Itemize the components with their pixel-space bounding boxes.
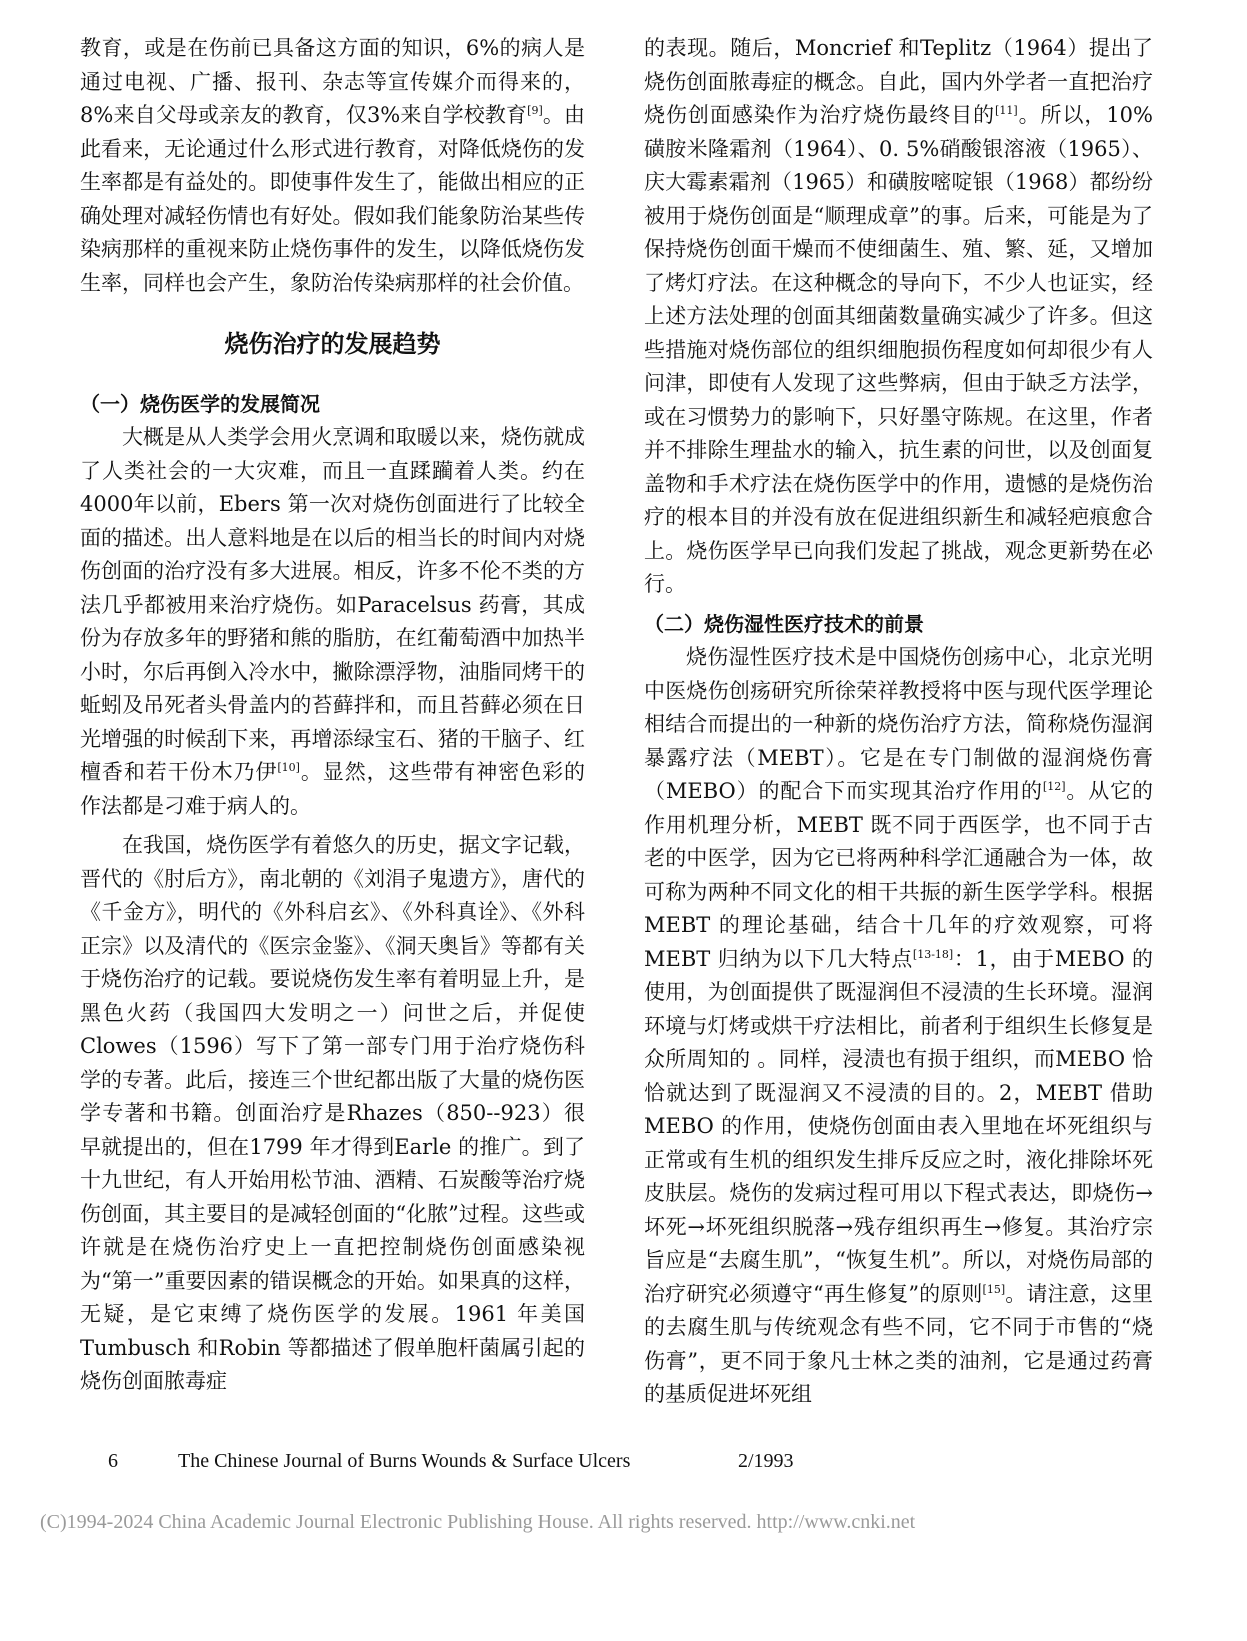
subsection-heading: （二）烧伤湿性医疗技术的前景 <box>644 611 924 636</box>
paragraph: 烧伤湿性医疗技术是中国烧伤创疡中心，北京光明中医烧伤创疡研究所徐荣祥教授将中医与现代医学理论相结合而提出的一种新的烧伤治疗方法，简称烧伤湿润暴露疗法（MEBT）。它是在专门制做的湿润烧伤膏（MEBO）的配合下而实现其治疗作用的[12]。从它的作用机理分析，MEBT 既不同于西医学，也不同于古老的中医学，因为它已将两种科学汇通融合为一体，故可称为两种不同文化的相干共振的新生医学学科。根据MEBT 的理论基础，结合十几年的疗效观察，可将MEBT 归纳为以下几大特点[13-18]：1，由于MEBO 的使用，为创面提供了既湿润但不浸渍的生长环境。湿润环境与灯烤或烘干疗法相比，前者利于组织生长修复是众所周知的 。同样，浸渍也有损于组织，而MEBO 恰恰就达到了既湿润又不浸渍的目的。2，MEBT 借助MEBO 的作用，使烧伤创面由表入里地在坏死组织与正常或有生机的组织发生排斥反应之时，液化排除坏死皮肤层。烧伤的发病过程可用以下程式表达，即烧伤→坏死→坏死组织脱落→残存组织再生→修复。其治疗宗旨应是“去腐生肌”，“恢复生机”。所以，对烧伤局部的治疗研究必须遵守“再生修复”的原则[15]。请注意，这里的去腐生肌与传统观念有些不同，它不同于市售的“烧伤膏”，更不同于象凡士林之类的油剂，它是通过药膏的基质促进坏死组 <box>644 645 1154 1406</box>
paragraph: 大概是从人类学会用火烹调和取暖以来，烧伤就成了人类社会的一大灾难，而且一直蹂躏着人类。约在4000年以前，Ebers 第一次对烧伤创面进行了比较全面的描述。出人意料地是在以后的相当长的时间内对烧伤创面的治疗没有多大进展。相反，许多不伦不类的方法几乎都被用来治疗烧伤。如Paracelsus 药膏，其成份为存放多年的野猪和熊的脂肪，在红葡萄酒中加热半小时，尔后再倒入冷水中，撇除漂浮物，油脂同烤干的蚯蚓及吊死者头骨盖内的苔藓拌和，而且苔藓必须在日光增强的时候刮下来，再增添绿宝石、猪的干脑子、红檀香和若干份木乃伊[10]。显然，这些带有神密色彩的作法都是刁难于病人的。 <box>80 425 586 818</box>
right-column <box>644 32 1153 1412</box>
section-title: 烧伤治疗的发展趋势 <box>224 330 441 358</box>
journal-name: The Chinese Journal of Burns Wounds & Surface Ulcers <box>178 1450 631 1472</box>
subsection-heading: （一）烧伤医学的发展简况 <box>80 391 320 416</box>
paragraph: 在我国，烧伤医学有着悠久的历史，据文字记载，晋代的《肘后方》，南北朝的《刘涓子鬼遗方》，唐代的《千金方》，明代的《外科启玄》、《外科真诠》、《外科正宗》以及清代的《医宗金鉴》、《洞天奥旨》等都有关于烧伤治疗的记载。要说烧伤发生率有着明显上升，是黑色火药（我国四大发明之一）问世之后，并促使Clowes（1596）写下了第一部专门用于治疗烧伤科学的专著。此后，接连三个世纪都出版了大量的烧伤医学专著和书籍。创面治疗是Rhazes（850--923）很早就提出的，但在1799 年才得到Earle 的推广。到了十九世纪，有人开始用松节油、酒精、石炭酸等治疗烧伤创面，其主要目的是减轻创面的“化脓”过程。这些或许就是在烧伤治疗史上一直把控制烧伤创面感染视为“第一”重要因素的错误概念的开始。如果真的这样，无疑，是它束缚了烧伤医学的发展。1961 年美国Tumbusch 和Robin 等都描述了假单胞杆菌属引起的烧伤创面脓毒症 <box>80 833 585 1393</box>
copyright-notice: (C)1994-2024 China Academic Journal Electronic Publishing House. All rights reserved. http://www.cnki.net <box>40 1511 916 1533</box>
page-footer <box>108 1450 848 1473</box>
citation: [13-18] <box>912 947 954 961</box>
issue-number: 2/1993 <box>738 1450 794 1472</box>
citation: [12] <box>1042 780 1066 793</box>
page-number: 6 <box>108 1450 118 1472</box>
paragraph: 的表现。随后，Moncrief 和Teplitz（1964）提出了烧伤创面脓毒症的概念。自此，国内外学者一直把治疗烧伤创面感染作为治疗烧伤最终目的[11]。所以，10%磺胺米隆霜剂（1964）、0. 5%硝酸银溶液（1965）、庆大霉素霜剂（1965）和磺胺嘧啶银（1968）都纷纷被用于烧伤创面是“顺理成章”的事。后来，可能是为了保持烧伤创面干燥而不使细菌生、殖、繁、延，又增加了烤灯疗法。在这种概念的导向下，不少人也证实，经上述方法处理的创面其细菌数量确实减少了许多。但这些措施对烧伤部位的组织细胞损伤程度如何却很少有人问津，即使有人发现了这些弊病，但由于缺乏方法学，或在习惯势力的影响下，只好墨守陈规。在这里，作者并不排除生理盐水的输入，抗生素的问世，以及创面复盖物和手术疗法在烧伤医学中的作用，遗憾的是烧伤治疗的根本目的并没有放在促进组织新生和减轻疤痕愈合上。烧伤医学早已向我们发起了挑战，观念更新势在必行。 <box>644 36 1153 596</box>
citation: [10] <box>277 761 300 774</box>
left-column <box>80 32 585 1399</box>
citation: [9] <box>527 104 543 117</box>
citation: [11] <box>995 104 1018 117</box>
paragraph: 教育，或是在伤前已具备这方面的知识，6%的病人是通过电视、广播、报刊、杂志等宣传媒介而得来的，8%来自父母或亲友的教育，仅3%来自学校教育[9]。由此看来，无论通过什么形式进行教育，对降低烧伤的发生率都是有益处的。即使事件发生了，能做出相应的正确处理对减轻伤情也有好处。假如我们能象防治某些传染病那样的重视来防止烧伤事件的发生，以降低烧伤发生率，同样也会产生，象防治传染病那样的社会价值。 <box>80 36 586 295</box>
citation: [15] <box>982 1282 1006 1296</box>
